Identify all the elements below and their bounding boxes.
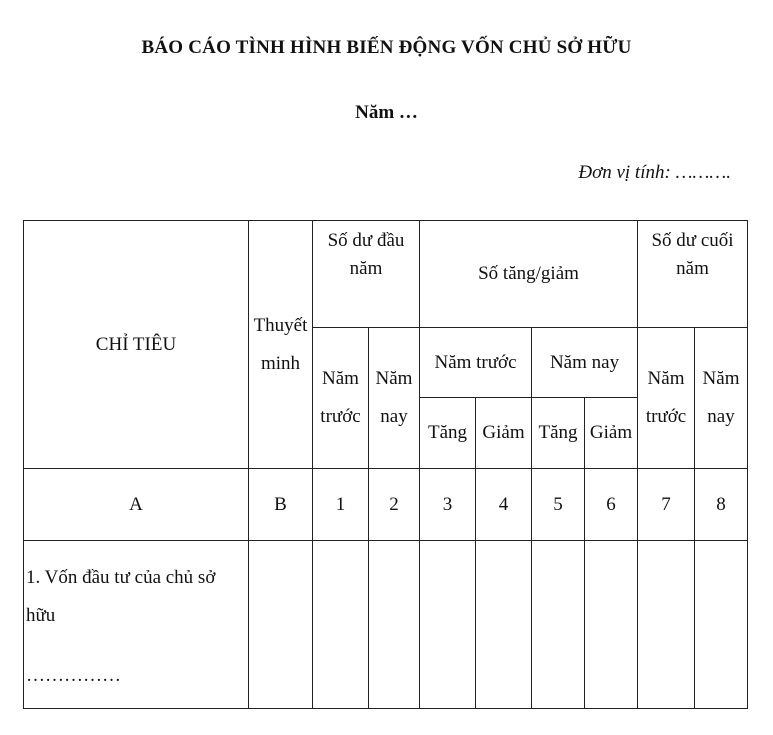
header-dau-nam-nay-line2: nay xyxy=(380,406,408,427)
header-so-du-dau-nam: Số dư đầu năm xyxy=(313,221,420,328)
data-cell[interactable] xyxy=(532,541,585,709)
data-cell[interactable] xyxy=(313,541,369,709)
code-cell: 3 xyxy=(420,469,476,541)
header-cuoi-nam-truoc xyxy=(638,328,695,469)
header-thuyet-minh-line2: minh xyxy=(260,352,301,374)
header-so-du-cuoi-nam: Số dư cuối năm xyxy=(638,221,748,328)
header-nay-giam: Giảm xyxy=(585,398,638,469)
report-year: Năm … xyxy=(355,102,418,123)
header-so-tang-giam: Số tăng/giảm xyxy=(420,221,638,328)
code-cell: B xyxy=(249,469,313,541)
data-cell[interactable] xyxy=(585,541,638,709)
header-cuoi-nam-nay xyxy=(695,328,748,469)
code-cell: 6 xyxy=(585,469,638,541)
header-dau-nam-truoc-line2: trước xyxy=(320,406,361,427)
header-truoc-giam: Giảm xyxy=(476,398,532,469)
header-truoc-tang: Tăng xyxy=(420,398,476,469)
header-thuyet-minh-line1: Thuyết xyxy=(253,314,308,336)
header-tg-nam-truoc: Năm trước xyxy=(420,328,532,398)
data-cell[interactable] xyxy=(369,541,420,709)
code-cell: 8 xyxy=(695,469,748,541)
header-dau-nam-truoc xyxy=(313,328,369,469)
table-row xyxy=(24,541,748,709)
unit-label: Đơn vị tính: ………. xyxy=(578,162,731,183)
header-dau-nam-truoc-line1: Năm xyxy=(322,368,359,389)
header-dau-nam-nay xyxy=(369,328,420,469)
code-cell: 1 xyxy=(313,469,369,541)
header-cuoi-nam-truoc-line1: Năm xyxy=(647,368,685,389)
data-cell[interactable] xyxy=(249,541,313,709)
data-cell[interactable] xyxy=(695,541,748,709)
header-row-1 xyxy=(24,221,748,328)
header-thuyet-minh xyxy=(249,221,313,469)
column-code-row xyxy=(24,469,748,541)
code-cell: 7 xyxy=(638,469,695,541)
header-dau-nam-nay-line1: Năm xyxy=(375,368,413,389)
header-chi-tieu: CHỈ TIÊU xyxy=(24,221,249,469)
row-label-cell xyxy=(24,541,249,709)
equity-changes-table xyxy=(23,220,748,709)
row-label: 1. Vốn đầu tư của chủ sở hữu xyxy=(26,566,216,626)
header-cuoi-nam-nay-line2: nay xyxy=(707,406,735,427)
code-cell: 4 xyxy=(476,469,532,541)
report-title: BÁO CÁO TÌNH HÌNH BIẾN ĐỘNG VỐN CHỦ SỞ HỮU xyxy=(141,37,632,58)
header-cuoi-nam-truoc-line2: trước xyxy=(645,406,687,427)
data-cell[interactable] xyxy=(638,541,695,709)
header-tg-nam-nay: Năm nay xyxy=(532,328,638,398)
data-cell[interactable] xyxy=(420,541,476,709)
code-cell: 5 xyxy=(532,469,585,541)
code-cell: A xyxy=(24,469,249,541)
header-cuoi-nam-nay-line1: Năm xyxy=(702,368,740,389)
row-dots: …………… xyxy=(26,664,121,686)
code-cell: 2 xyxy=(369,469,420,541)
header-nay-tang: Tăng xyxy=(532,398,585,469)
data-cell[interactable] xyxy=(476,541,532,709)
